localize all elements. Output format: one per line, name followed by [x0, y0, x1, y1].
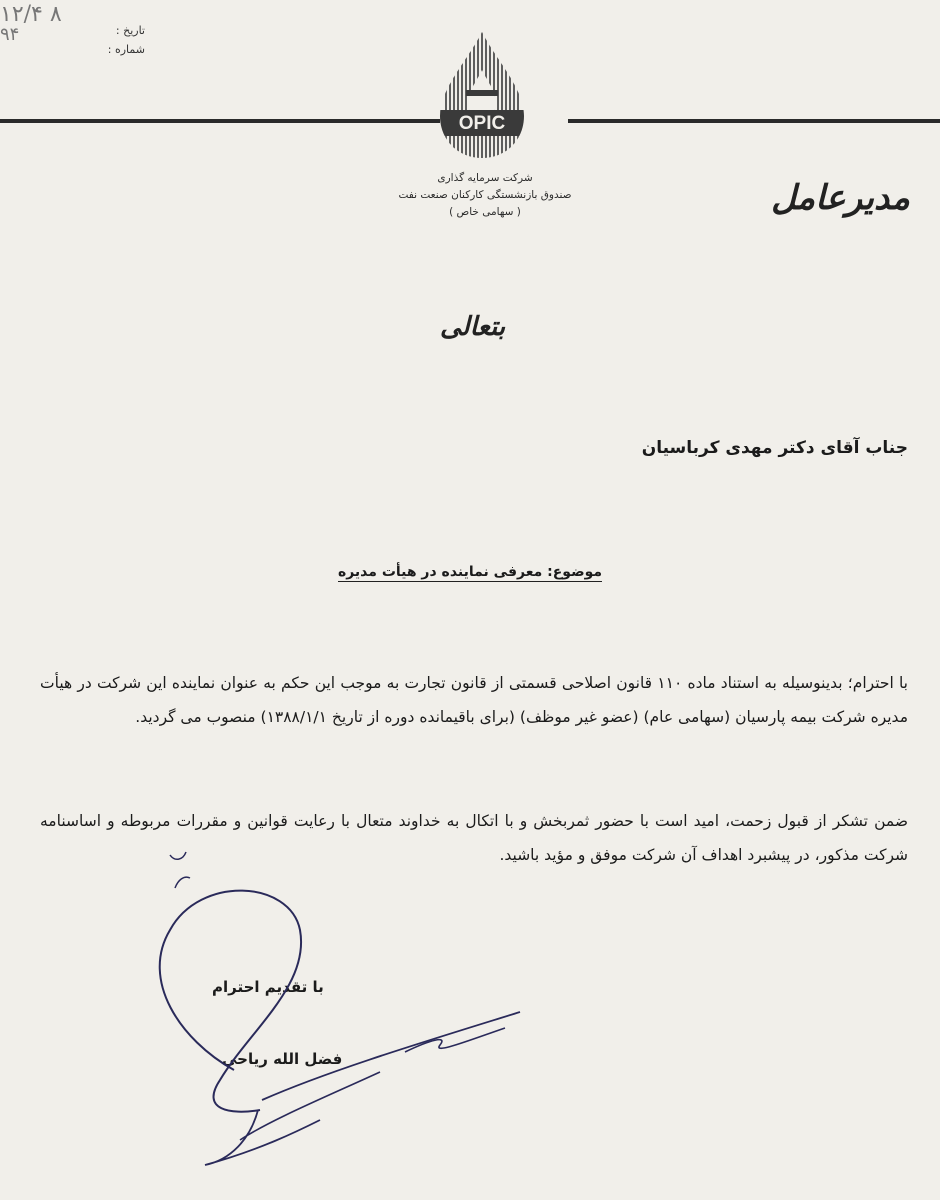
blessing-heading: بتعالی: [440, 312, 506, 342]
date-label: تاریخ :: [115, 24, 145, 37]
logo-brand-text: OPIC: [458, 113, 506, 134]
director-title: مدیرعامل: [771, 178, 910, 218]
recipient-line: جناب آقای دکتر مهدی کرباسیان: [641, 438, 908, 458]
signer-name: فضل الله ریاحی: [222, 1050, 343, 1068]
header-rule-left: [0, 119, 440, 123]
company-name-line1: شرکت سرمایه گذاری: [437, 172, 533, 184]
body-paragraph-1: با احترام؛ بدینوسیله به استناد ماده ۱۱۰ قانون اصلاحی قسمتی از قانون تجارت به موجب این حکم به عنوان نماینده این شرکت در هیأت مدیره شرکت بیمه پارسیان (سهامی عام) (عضو غیر موظف) (برای باقیمانده دوره از تاریخ ۱۳۸۸/۱/۱) منصوب می گردید.: [40, 674, 908, 726]
number-label: شماره :: [107, 43, 145, 56]
opic-logo-icon: [436, 30, 528, 160]
subject-line: [0, 564, 940, 582]
closing-phrase: با تقدیم احترام: [212, 978, 324, 996]
handwritten-date: ۱۲/۴ ۸: [0, 2, 62, 27]
subject-text: موضوع: معرفی نماینده در هیأت مدیره: [337, 564, 603, 580]
company-name-line2: صندوق بازنشستگی کارکنان صنعت نفت: [398, 189, 572, 201]
handwritten-number: ۹۴: [0, 24, 20, 45]
body-paragraph-2: ضمن تشکر از قبول زحمت، امید است با حضور ثمربخش و با اتکال به خداوند متعال با رعایت قوانین و مقررات مربوطه و اساسنامه شرکت مذکور، در پیشبرد اهداف آن شرکت موفق و مؤید باشید.: [40, 812, 908, 864]
header-rule-right: [568, 119, 940, 123]
company-name-line3: ( سهامی خاص ): [449, 206, 521, 218]
